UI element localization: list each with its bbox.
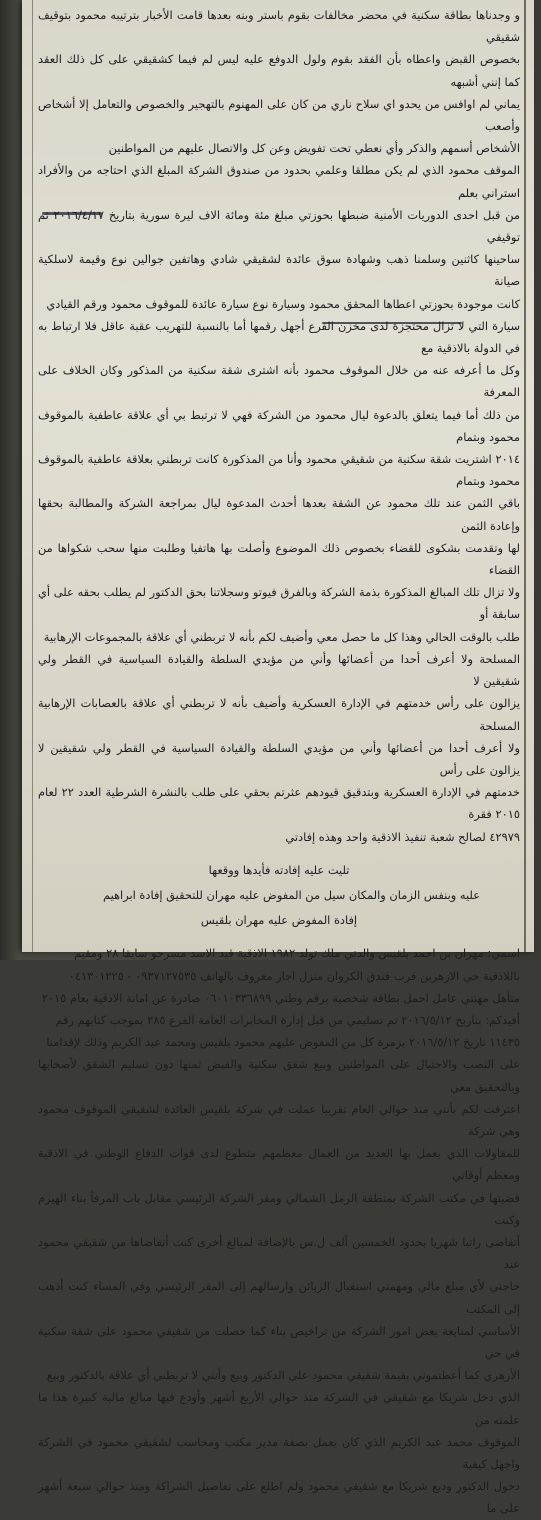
text-line: على النصب والاحتيال على المواطنين وبيع شقق سكنية والقبض ثمنها دون تسليم الشقق لأصحابها وبالتحقيق معي	[38, 1057, 520, 1094]
text-line: ولا أعرف أحدا من أعضائها وأني من مؤيدي السلطة والقيادة السياسية في القطر ولي شقيقين لا يزالون على رأس	[38, 740, 520, 777]
reading-confirmation: تليت عليه إفادته فأيدها ووقعها	[208, 862, 350, 877]
spacer	[38, 848, 520, 856]
text-line: ساحينها كاثنين وسلمنا ذهب وشهادة سوق عائدة لشقيقي شادي وهاتفين جوالين نوع وقيمة لاسلكية صيانة	[38, 252, 520, 289]
text-line: ١١٤٣٥ تاريخ ٢٠١٦/٥/١٢ بزمرة كل من المفوض عليهم محمود بلقيس ومحمد عبد الكريم وذلك لإقدامنا	[46, 1035, 520, 1050]
text-line: الموقف محمود الذي لم يكن مطلقا وعلمي بحدود من صندوق الشركة المبلغ الذي احتاجه من والأفراد استراني بعلم	[38, 163, 520, 200]
statement-heading: إفادة المفوض عليه مهران بلقيس	[200, 913, 358, 928]
text-line: بخصوص القبض واعطاه بأن الفقد بقوم ولول الدوفع عليه ليس لم فيما كشقيقي على كل ذلك العقد كما إنني أشبهه	[38, 52, 520, 89]
text-line: متأهل مهنتي عامل احمل بطاقة شخصية برقم وطني ٠٦٠١٠٣٣٦٨٩٩ صادرة عن امانة الاذقية بعام ٢٠١٥	[41, 990, 520, 1005]
text-line: اعترفت لكم بأنني منذ حوالي العام تقريبا عملت في شركة بلقيس العائدة لشقيقي الموقوف محمود وهي شركة	[38, 1101, 520, 1138]
text-line: قضيتها في مكتب الشركة بمنطقة الرمل الشمالي ومقر الشركة الرئيسي مقابل باب المرفأ بناء الهيرم وكنت	[38, 1190, 520, 1227]
text-line: باقي الثمن عند تلك محمود عن الشقة بعدها أحدث المدعوة ليال بمراجعة الشركة والمطالبة بحقها وإعادة الثمن	[38, 496, 520, 533]
text-line: الأساسي لمتابعة بعض امور الشركة من تراخيص بناء كما حصلت من شقيقي محمود على شقة سكنية في حي	[38, 1323, 520, 1360]
text-line: للمقاولات الذي يعمل بها العديد من العمال معظمهم متطوع لدى قوات الدفاع الوطني في الاذقية ومعظم أوقاتي	[38, 1146, 520, 1183]
text-line: الأشخاص أسمهم والذكر وأي نعطي تحت تفويض وعن كل والاتصال عليهم من المواطنين	[108, 141, 520, 156]
text-line: ٤٢٩٧٩ لصالح شعبة تنفيذ الاذقية واحد وهذه إفادتي	[285, 829, 520, 844]
text-line: ولا تزال تلك المبالغ المذكورة بذمة الشركة وبالفرق فيوتو وسجلاتنا بحق الدكتور لم يطلب بحقه على أي سابقة أو	[38, 585, 520, 622]
document-sheet	[22, 0, 534, 1516]
text-line: و وجدناها بطاقة سكنية في محضر مخالفات بقوم باستر وبنه بعدها قامت الأخبار بترتيبه محمود بتوقيف شقيقي	[38, 8, 520, 45]
text-line: أفيدكم: بتاريخ ٢٠١٦/٥/١٢ تم تسليمي من قبل إدارة المخابرات العامة الفرع ٢٨٥ بموجب كتابهم رقم	[55, 1012, 520, 1027]
text-line: دخول الدكتور وديع شريكا مع شقيقي محمود ولم اطلع على تفاصيل الشراكة ومنذ حوالي سبعة أشهر على ما	[38, 1479, 520, 1516]
spacer	[38, 934, 520, 942]
text-line: كانت موجودة بحوزتي اعطاها المحقق محمود وسيارة نوع سيارة عائدة للموقوف محمود ورقم القيادي	[46, 296, 520, 311]
text-line: من ذلك أما فيما يتعلق بالدعوة ليال محمود من الشركة فهي لا ترتبط بي أي علاقة عاطفية بالموقوف محمود وبتمام	[38, 407, 520, 444]
text-line: باللاذقية حي الازهرين قرب فندق الكروان منزل اجار معروف بالهاتف ٠٩٣٧١٢٧٥٣٥ - ٠٤١٣٠١٢٢٥	[68, 968, 520, 983]
left-margin-rule	[32, 0, 33, 952]
right-margin-rule	[524, 0, 526, 952]
text-line: وكل ما أعرفه عنه من خلال الموقوف محمود بأنه اشترى شقة سكنية من المذكور وكان الخلاف على المعرفة	[38, 363, 520, 400]
text-line: المسلحة ولا أعرف أحدا من أعضائها وأني من مؤيدي السلطة والقيادة السياسية في القطر ولي شقيقين لا	[38, 651, 520, 689]
text-line: يماني لم اوافس من يحدو اي سلاح ناري من كان على المهنوم بالتهجير والخصوص والتعامل إلا أشخاص وأصعب	[38, 96, 520, 134]
next-session-note: عليه وبنفس الزمان والمكان سيل من المفوض عليه مهران للتحقيق إفادة ابراهيم	[103, 887, 480, 902]
text-line: الأزهري كما أعطتموني بقيمة شقيقي محمود على الدكتور وبيع وأنني لا تربطني أي علاقة بالدكتور وبيع	[46, 1368, 520, 1383]
text-line: لها وتقدمت بشكوى للقضاء بخصوص ذلك الموضوع وأصلت بها هاتفيا وطلبت منها سحب شكواها من القضاء	[38, 540, 520, 578]
text-line: خدمتهم في الإدارة العسكرية وبتدقيق قيودهم عثرتم بحقي على طلب بالنشرة الشرطية العدد ٢٢ لعام ٢٠١٥ فقرة	[38, 785, 520, 822]
text-line: الذي دخل شريكا مع شقيقي في الشركة منذ حوالي الأربع أشهر وأودع فيها مبالغ مالية كبيرة هذا ما علمته من	[38, 1390, 520, 1427]
text-line: الموقوف محمد عبد الكريم الذي كان يعمل بصفة مدير مكتب ومحاسب لشقيقي محمود في الشركة واجهل كيفية	[38, 1434, 520, 1471]
text-line: يزالون على رأس خدمتهم في الإدارة العسكرية وأضيف بأنه لا تربطني أي علاقة بالعصابات الإرهابية المسلحة	[38, 696, 520, 733]
text-line: سيارة التي لا تزال محتجزة لدى مخزن الفرع أجهل رقمها أما بالنسبة للتهريب عقبة عاقل فلا ارتباط به في الدولة بالاذقية مع	[38, 318, 520, 356]
text-line: من قبل احدى الدوريات الأمنية ضبطها بحوزتي مبلغ مئة ومائة الاف ليرة سورية بتاريخ ٢٠١٦/٤/١٧ ثم توقيفي	[38, 207, 520, 245]
text-line: أتقاضى راتبا شهريا بحدود الخمسين ألف ل.س بالإضافة لمبالغ أخرى كنت أتقاضاها من شقيقي محمود عند	[38, 1234, 520, 1272]
text-line: حاجتي لأي مبلغ مالي ومهمتي استقبال الزبائن وارسالهم إلى المقر الرئيسي وفي المساء كنت أذهب إلى المكتب	[38, 1279, 520, 1316]
statement-body	[38, 4, 520, 1520]
text-line: اسمي: مهران بن احمد بلقيس والدتي ملك تولد ١٩٨٢ الاذقية قيد الاسد مسرحو سابقا ٢٨ ومقيم	[74, 946, 520, 961]
text-line: ٢٠١٤ اشتريت شقة سكنية من شقيقي محمود وأنا من المذكورة كانت تربطني بعلاقة عاطفية بالموقوف محمود وبتمام	[38, 452, 520, 489]
text-line: طلب بالوقت الحالي وهذا كل ما حصل معي وأضيف لكم بأنه لا تربطني أي علاقة بالمجموعات الإرهابية	[43, 629, 520, 644]
